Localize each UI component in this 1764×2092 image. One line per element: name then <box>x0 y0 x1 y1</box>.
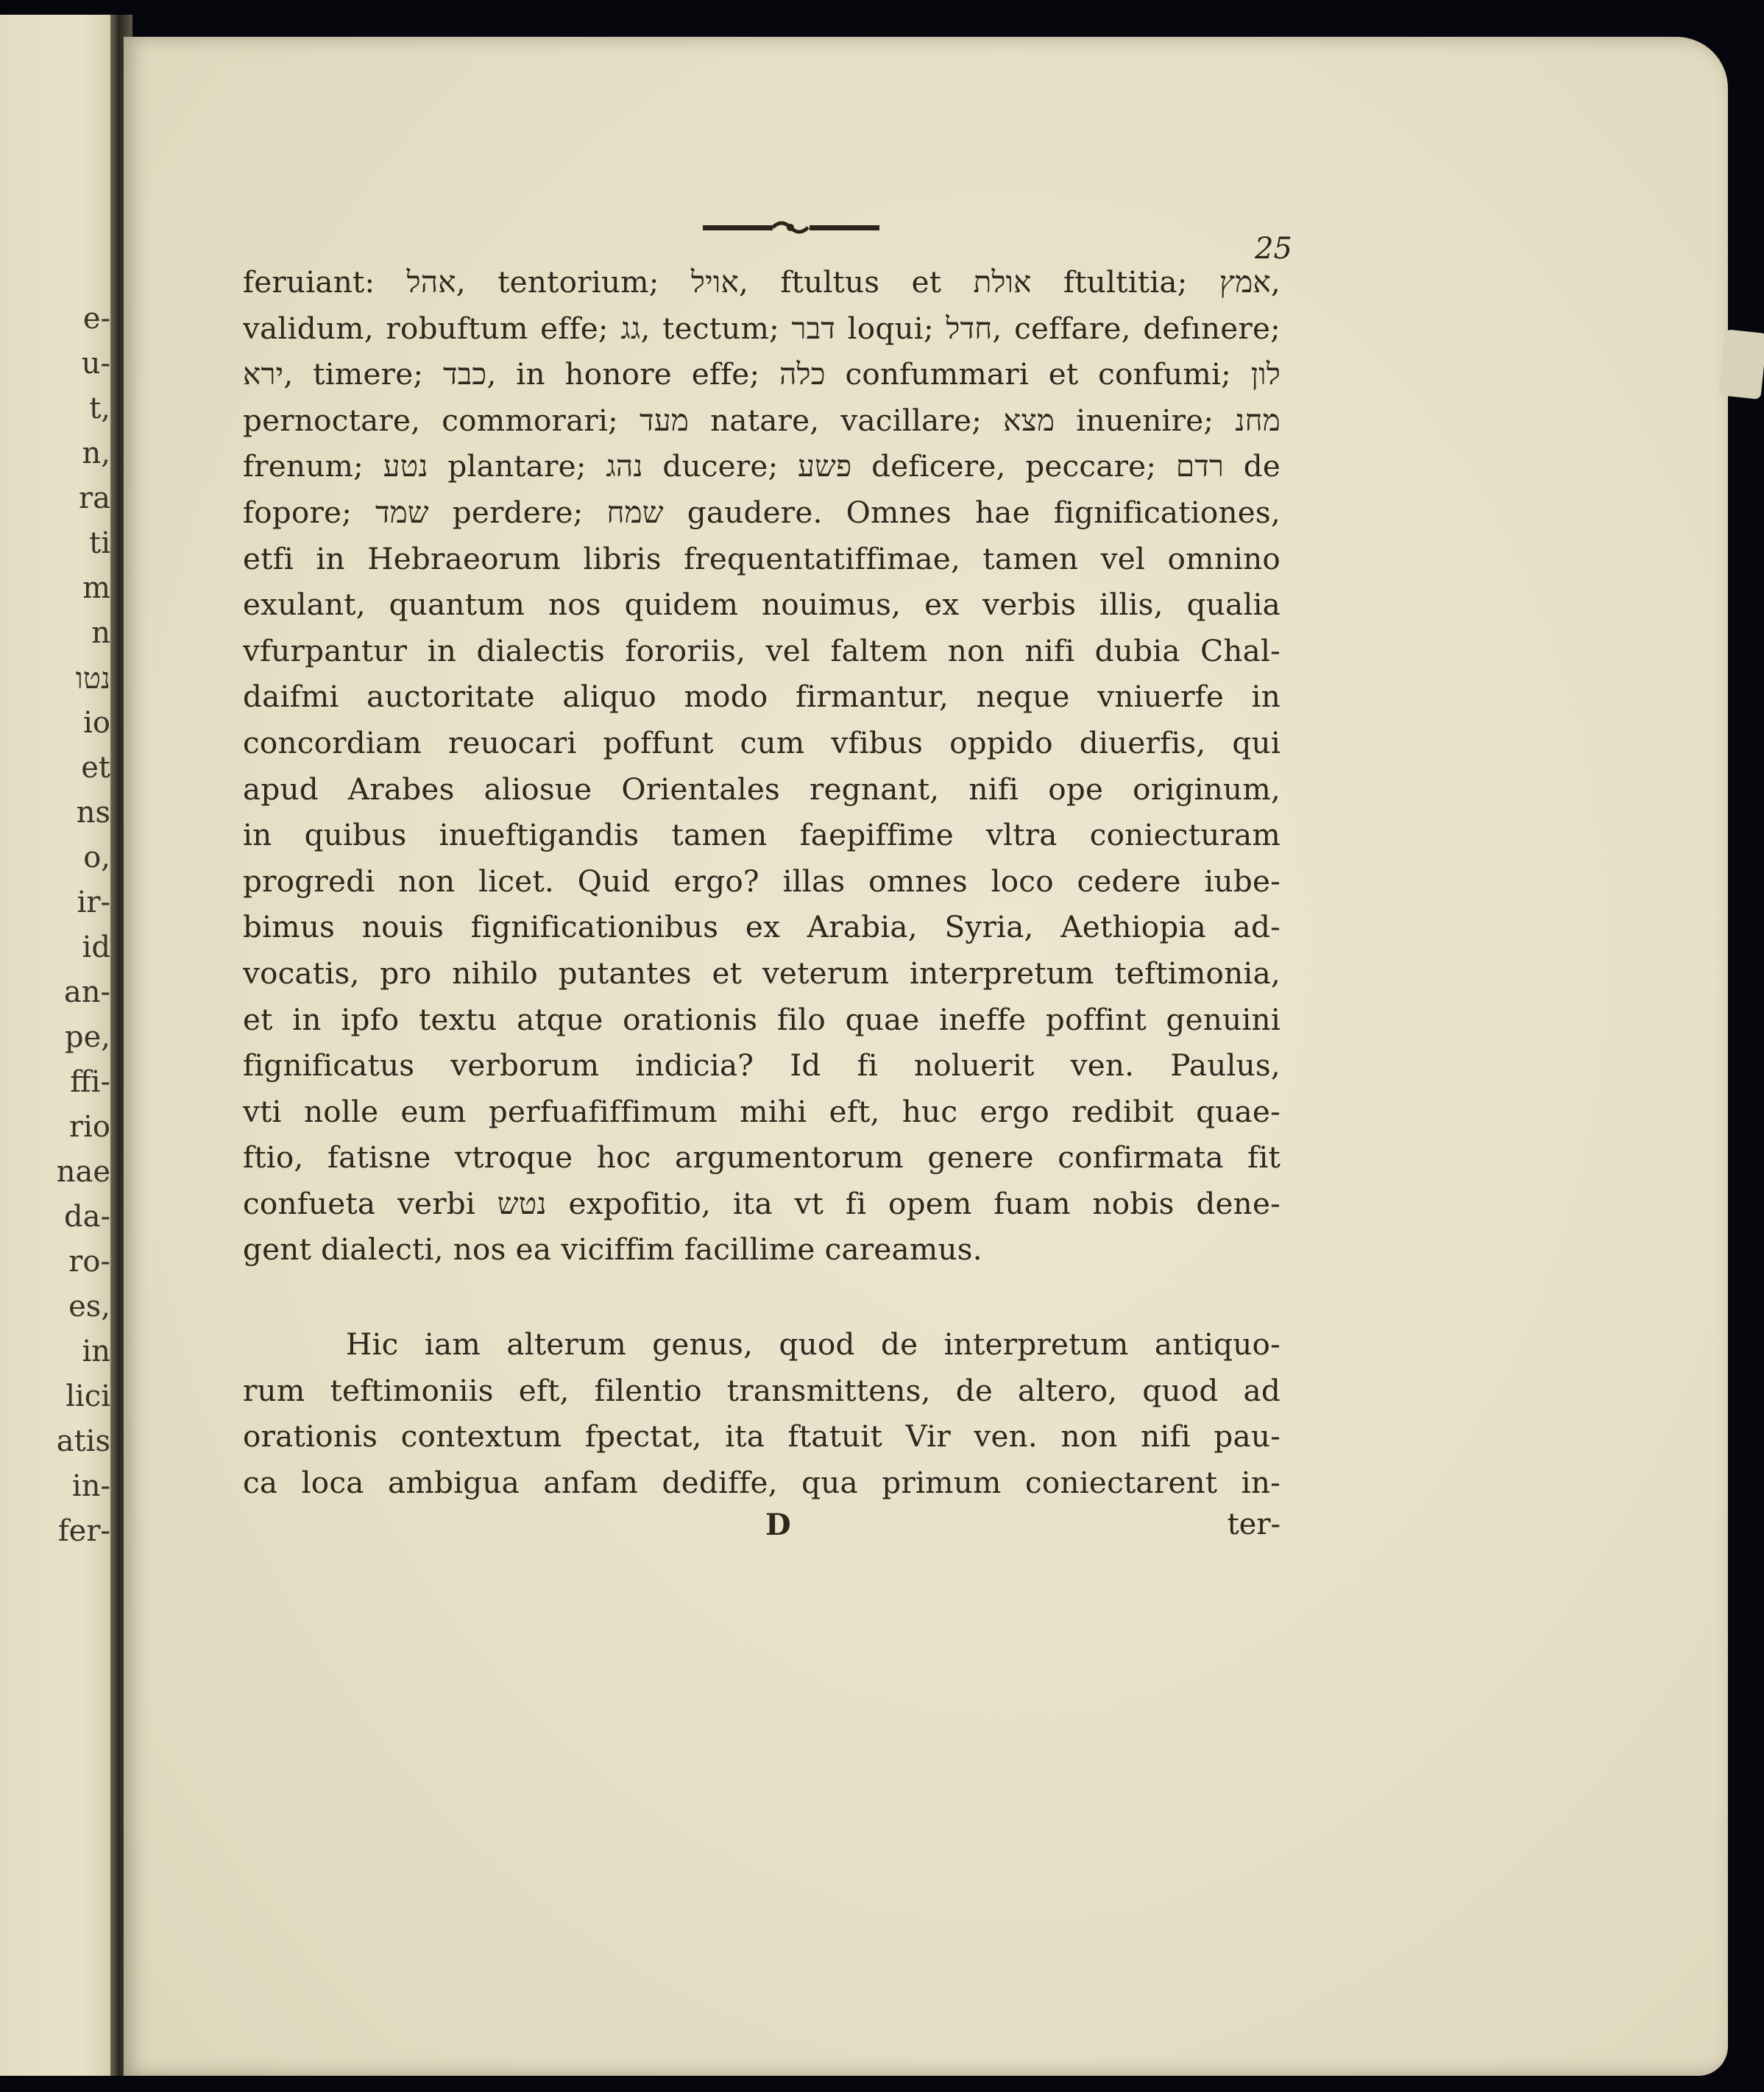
previous-page-edge <box>0 15 118 2076</box>
text-line: in quibus inueftigandis tamen faepiffime vltra coniecturam <box>243 817 1281 853</box>
left-page-fragment: ro- <box>68 1245 110 1279</box>
left-page-fragment: u- <box>81 347 110 381</box>
left-page-fragment: נטו <box>75 662 110 696</box>
left-page-fragment: o, <box>83 841 110 874</box>
left-page-fragment: io <box>83 706 110 740</box>
text-line: etfi in Hebraeorum libris frequentatiffimae, tamen vel omnino <box>243 540 1281 576</box>
left-page-fragment: n, <box>82 437 110 470</box>
text-line: orationis contextum fpectat, ita ftatuit Vir ven. non nifi pau- <box>243 1418 1281 1455</box>
text-line: confueta verbi נטש expofitio, ita vt fi opem fuam nobis dene- <box>243 1185 1281 1221</box>
paragraph-2 <box>243 1321 1281 1505</box>
text-line: validum, robuftum effe; גג, tectum; דבר loqui; חדל, ceffare, defınere; <box>243 310 1281 346</box>
text-line: progredi non licet. Quid ergo? illas omnes loco cedere iube- <box>243 863 1281 899</box>
left-page-fragment: e- <box>82 302 110 336</box>
text-line: fopore; שמד perdere; שמח gaudere. Omnes hae fignificationes, <box>243 494 1281 530</box>
left-page-fragment: m <box>82 571 110 605</box>
text-line: frenum; נטע plantare; נהג ducere; פשע deficere, peccare; רדם de <box>243 448 1281 484</box>
left-page-fragment: ffi- <box>70 1065 110 1099</box>
left-page-fragment: ir- <box>77 886 110 919</box>
text-line: fignificatus verborum indicia? Id fi noluerit ven. Paulus, <box>243 1047 1281 1084</box>
text-line: vfurpantur in dialectis fororiis, vel faltem non nifi dubia Chal- <box>243 632 1281 668</box>
text-line: et in ipfo textu atque orationis filo quae ineffe poffint genuini <box>243 1001 1281 1037</box>
text-line: gent dialecti, nos ea viciffim facillime careamus. <box>243 1231 982 1268</box>
left-page-fragment: in <box>82 1335 110 1368</box>
left-page-fragment: ra <box>79 481 110 515</box>
left-page-fragment: t, <box>89 392 110 425</box>
text-line: Hic iam alterum genus, quod de interpretum antiquo- <box>346 1326 1281 1363</box>
text-line: feruiant: אהל, tentorium; אויל, ftultus et אולת ftultitia; אמץ, <box>243 264 1281 300</box>
left-page-fragment: pe, <box>65 1020 110 1054</box>
text-line: ירא, timere; כבד, in honore effe; כלה confummari et confumi; לון <box>243 356 1281 392</box>
text-line: vti nolle eum perfuafiffimum mihi eft, huc ergo redibit quae- <box>243 1093 1281 1129</box>
signature-mark: D <box>765 1508 791 1542</box>
text-line: vocatis, pro nihilo putantes et veterum interpretum teftimonia, <box>243 955 1281 991</box>
left-page-fragment: fer- <box>57 1514 110 1548</box>
left-page-fragment: atis <box>56 1424 110 1458</box>
body-text <box>243 259 1281 1505</box>
text-line: concordiam reuocari poffunt cum vfibus oppido diuerfis, qui <box>243 724 1281 760</box>
left-page-fragment: et <box>81 751 110 785</box>
left-page-fragment: in- <box>71 1469 110 1503</box>
catchword: ter- <box>1227 1508 1281 1541</box>
text-line: bimus nouis fignificationibus ex Arabia, Syria, Aethiopia ad- <box>243 909 1281 945</box>
left-page-fragment: es, <box>68 1290 110 1324</box>
left-page-fragment: n <box>91 616 110 650</box>
left-page-fragment: ti <box>89 526 110 560</box>
text-line: ftio, fatisne vtroque hoc argumentorum genere confirmata fit <box>243 1139 1281 1176</box>
page-number: 25 <box>1255 232 1292 266</box>
left-page-fragment: id <box>82 930 110 964</box>
paragraph-1 <box>243 259 1281 1273</box>
text-line: pernoctare, commorari; מעד natare, vacillare; מצא inuenire; מחנ <box>243 402 1281 438</box>
left-page-fragment: da- <box>64 1200 110 1234</box>
text-line: daifmi auctoritate aliquo modo firmantur, neque vniuerfe in <box>243 679 1281 715</box>
text-line: ca loca ambigua anfam dediffe, qua primum coniectarent in- <box>243 1464 1281 1500</box>
header-ornament-icon <box>703 219 879 236</box>
text-line: apud Arabes aliosue Orientales regnant, nifi ope originum, <box>243 771 1281 807</box>
left-page-fragment: ns <box>76 796 110 830</box>
page-footer <box>243 1508 1281 1552</box>
left-page-fragment: lici <box>65 1379 110 1413</box>
paper-tab-scrap <box>1718 329 1764 399</box>
left-page-fragment: an- <box>63 975 110 1009</box>
text-line: rum teftimoniis eft, filentio transmittens, de altero, quod ad <box>243 1372 1281 1408</box>
paragraph-gap <box>243 1273 1281 1321</box>
text-line: exulant, quantum nos quidem nouimus, ex verbis illis, qualia <box>243 587 1281 623</box>
left-page-fragment: nae <box>56 1155 110 1189</box>
left-page-fragment: rio <box>69 1110 110 1144</box>
